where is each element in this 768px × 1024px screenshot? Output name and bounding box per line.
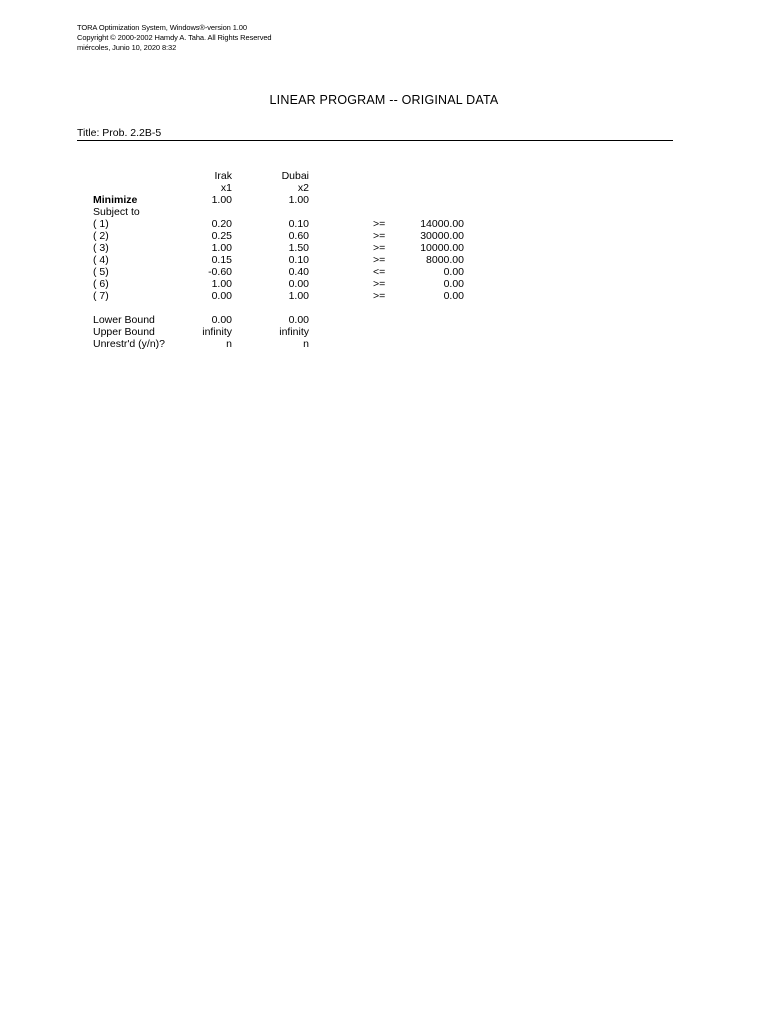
constraint-coefficient: 1.00	[288, 290, 309, 302]
bound-label: Lower Bound	[93, 314, 155, 326]
constraint-rhs: 0.00	[443, 290, 464, 302]
bound-label: Unrestr'd (y/n)?	[93, 338, 166, 350]
constraint-rhs: 14000.00	[420, 218, 464, 230]
constraint-label: ( 1)	[93, 218, 109, 230]
bound-value: 0.00	[288, 314, 309, 326]
constraint-sign: >=	[373, 230, 386, 242]
page-title: LINEAR PROGRAM -- ORIGINAL DATA	[269, 93, 499, 107]
objective-label: Minimize	[93, 194, 138, 206]
constraint-label: ( 3)	[93, 242, 109, 254]
variable-symbol: x2	[297, 182, 309, 194]
constraint-coefficient: 0.60	[288, 230, 309, 242]
constraint-sign: >=	[373, 242, 386, 254]
constraint-coefficient: 0.15	[211, 254, 232, 266]
constraint-coefficient: 0.00	[288, 278, 309, 290]
timestamp-line: miércoles, Junio 10, 2020 8:32	[77, 43, 177, 52]
constraint-sign: >=	[373, 278, 386, 290]
copyright-line: Copyright © 2000-2002 Hamdy A. Taha. All Rights Reserved	[77, 33, 272, 42]
constraint-coefficient: 1.00	[211, 242, 232, 254]
constraint-coefficient: 0.25	[211, 230, 232, 242]
objective-coefficient: 1.00	[211, 194, 232, 206]
constraint-sign: >=	[373, 290, 386, 302]
constraint-label: ( 2)	[93, 230, 109, 242]
constraint-coefficient: -0.60	[208, 266, 232, 278]
constraint-sign: <=	[373, 266, 386, 278]
subject-to-label: Subject to	[93, 206, 140, 218]
problem-title: Title: Prob. 2.2B-5	[77, 127, 162, 139]
constraint-coefficient: 0.40	[288, 266, 309, 278]
constraint-coefficient: 0.00	[211, 290, 232, 302]
constraint-sign: >=	[373, 254, 386, 266]
variable-name: Dubai	[281, 170, 309, 182]
constraint-label: ( 4)	[93, 254, 109, 266]
constraint-label: ( 5)	[93, 266, 109, 278]
constraint-sign: >=	[373, 218, 386, 230]
bound-value: infinity	[279, 326, 309, 338]
variable-symbol: x1	[220, 182, 232, 194]
objective-coefficient: 1.00	[288, 194, 309, 206]
constraint-coefficient: 0.20	[211, 218, 232, 230]
software-version-line: TORA Optimization System, Windows®-version 1.00	[77, 23, 247, 32]
constraint-coefficient: 0.10	[288, 254, 309, 266]
constraint-label: ( 6)	[93, 278, 109, 290]
bound-label: Upper Bound	[93, 326, 155, 338]
bound-value: n	[303, 338, 309, 350]
constraint-rhs: 8000.00	[426, 254, 464, 266]
constraint-coefficient: 1.00	[211, 278, 232, 290]
constraint-rhs: 0.00	[443, 266, 464, 278]
bound-value: n	[226, 338, 232, 350]
constraint-label: ( 7)	[93, 290, 109, 302]
variable-name: Irak	[214, 170, 232, 182]
bound-value: infinity	[202, 326, 232, 338]
bound-value: 0.00	[211, 314, 232, 326]
constraint-rhs: 0.00	[443, 278, 464, 290]
constraint-coefficient: 0.10	[288, 218, 309, 230]
constraint-coefficient: 1.50	[288, 242, 309, 254]
constraint-rhs: 30000.00	[420, 230, 464, 242]
report-header	[77, 23, 271, 53]
title-divider	[77, 140, 673, 141]
constraint-rhs: 10000.00	[420, 242, 464, 254]
